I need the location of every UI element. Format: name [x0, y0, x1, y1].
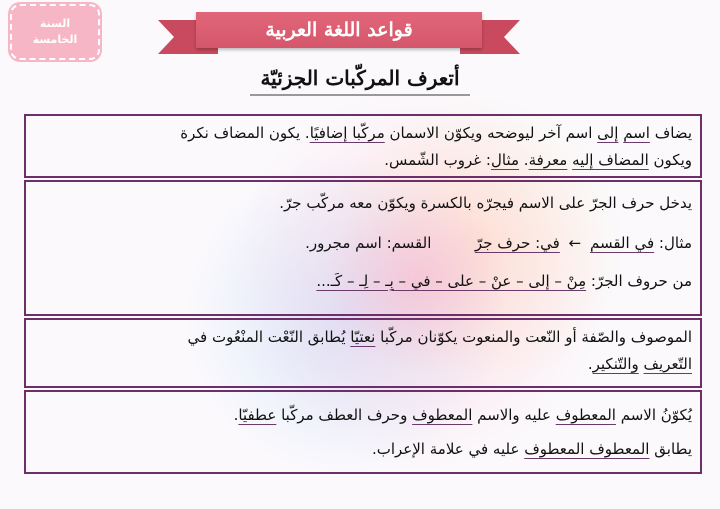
- text: .: [587, 355, 593, 373]
- text: نعتيّا: [350, 328, 376, 346]
- text: في: حرف جرّ: [474, 234, 560, 252]
- text: عليه والاسم: [477, 406, 551, 424]
- grade-badge-line2: الخامسة: [32, 33, 78, 46]
- text: المضاف إليه: [572, 151, 649, 169]
- banner-title: قواعد اللغة العربية: [196, 12, 482, 48]
- arrow-left-icon: ←: [568, 234, 582, 252]
- text: المعطوف المعطوف: [524, 440, 650, 458]
- letters-label: من حروف الجرّ:: [590, 272, 692, 290]
- text: مِنْ – إلى – عنْ – على – في – بِـ – لِـ – كَـ...: [316, 272, 587, 290]
- text: عليه في علامة الإعراب.: [371, 440, 520, 458]
- section-naat-line1: [34, 324, 692, 351]
- page-subtitle-text: أتعرف المركّبات الجزئيّة: [250, 66, 469, 96]
- section-idafa-line1: [34, 120, 692, 147]
- text: يطابق: [654, 440, 692, 458]
- text: معرفة: [528, 151, 568, 169]
- text: يضاف: [654, 124, 692, 142]
- text: القسم: اسم مجرور.: [305, 234, 432, 252]
- text: . يكون المضاف نكرة: [180, 124, 310, 142]
- text: .: [523, 151, 529, 169]
- text: وحرف العطف مركّبا: [281, 406, 408, 424]
- section-jarr: [24, 180, 702, 316]
- section-jarr-letters: [34, 266, 692, 296]
- section-idafa: [24, 114, 702, 178]
- section-atf-line2: [34, 432, 692, 466]
- text: المعطوف: [412, 406, 473, 424]
- text: : غروب الشّمس.: [384, 151, 491, 169]
- text: والتّنكير: [592, 355, 639, 373]
- text: يُكوّنُ الاسم: [620, 406, 692, 424]
- text: الموصوف والصّفة أو النّعت والمنعوت يكوّنان مركّبا: [380, 328, 692, 346]
- text: المعطوف: [555, 406, 616, 424]
- grade-badge: [10, 4, 100, 60]
- page-subtitle: [0, 66, 720, 90]
- text: عطفيّا: [238, 406, 277, 424]
- text: ويكون: [653, 151, 692, 169]
- section-atf-line1: [34, 398, 692, 432]
- text: .: [233, 406, 239, 424]
- title-ribbon: [158, 10, 520, 56]
- text: اسم: [623, 124, 650, 142]
- example-label: مثال:: [658, 234, 692, 252]
- section-idafa-line2: [34, 147, 692, 174]
- section-atf: [24, 390, 702, 474]
- grade-badge-line1: السنة: [39, 17, 71, 30]
- text: في القسم: [589, 234, 655, 252]
- text: مثال: [490, 151, 520, 169]
- text: مركّبا إضافيًا: [309, 124, 385, 142]
- text: التّعريف: [643, 355, 692, 373]
- text: اسم آخر ليوضحه ويكوّن الاسمان: [389, 124, 593, 142]
- section-jarr-line1: يدخل حرف الجرّ على الاسم فيجرّه بالكسرة ويكوّن معه مركّب جرّ.: [279, 194, 692, 212]
- section-naat: [24, 318, 702, 388]
- text: إلى: [597, 124, 619, 142]
- section-naat-line2: [34, 351, 692, 378]
- section-jarr-example: [34, 228, 692, 258]
- text: يُطابق النّعْت المنْعُوت في: [187, 328, 346, 346]
